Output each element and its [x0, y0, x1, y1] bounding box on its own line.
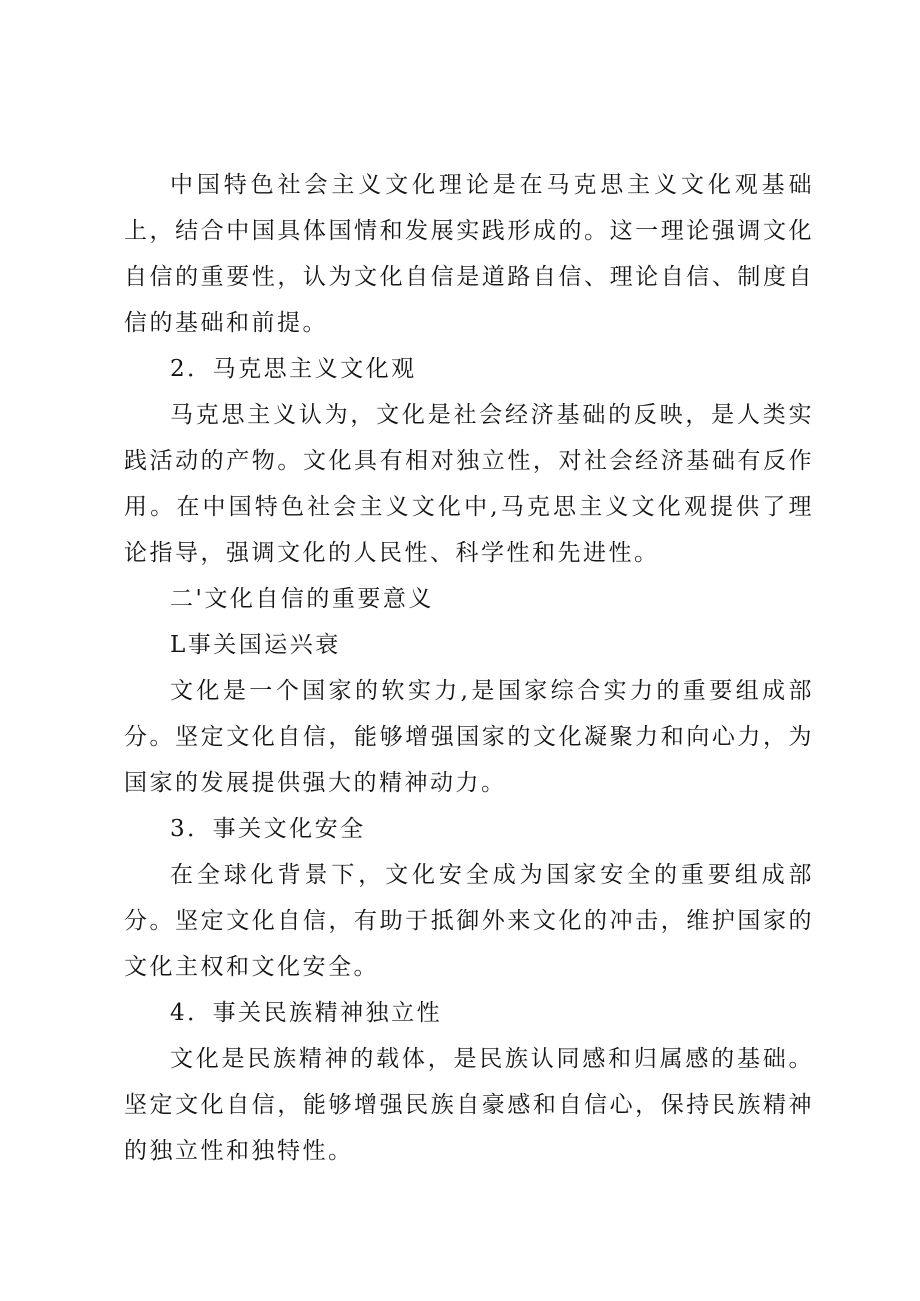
heading-cultural-security: 3．事关文化安全: [170, 816, 366, 842]
heading-marxist-culture: 2．马克思主义文化观: [170, 356, 417, 382]
paragraph-national-fate: 文化是一个国家的软实力,是国家综合实力的重要组成部分。坚定文化自信，能够增强国家的文化凝聚力和向心力，为国家的发展提供强大的精神动力。: [124, 678, 814, 796]
document-page: [124, 162, 814, 1174]
heading-national-spirit: 4．事关民族精神独立性: [170, 1000, 443, 1026]
paragraph-marxist-culture: 马克思主义认为，文化是社会经济基础的反映，是人类实践活动的产物。文化具有相对独立性，对社会经济基础有反作用。在中国特色社会主义文化中,马克思主义文化观提供了理论指导，强调文化的人民性、科学性和先进性。: [124, 402, 814, 566]
heading-national-fate: L事关国运兴衰: [170, 632, 341, 658]
paragraph-cultural-theory: 中国特色社会主义文化理论是在马克思主义文化观基础上，结合中国具体国情和发展实践形成的。这一理论强调文化自信的重要性，认为文化自信是道路自信、理论自信、制度自信的基础和前提。: [124, 172, 814, 336]
paragraph-cultural-security: 在全球化背景下，文化安全成为国家安全的重要组成部分。坚定文化自信，有助于抵御外来文化的冲击，维护国家的文化主权和文化安全。: [124, 862, 814, 980]
paragraph-national-spirit: 文化是民族精神的载体，是民族认同感和归属感的基础。坚定文化自信，能够增强民族自豪感和自信心，保持民族精神的独立性和独特性。: [124, 1046, 814, 1164]
heading-significance: 二'文化自信的重要意义: [170, 586, 434, 612]
